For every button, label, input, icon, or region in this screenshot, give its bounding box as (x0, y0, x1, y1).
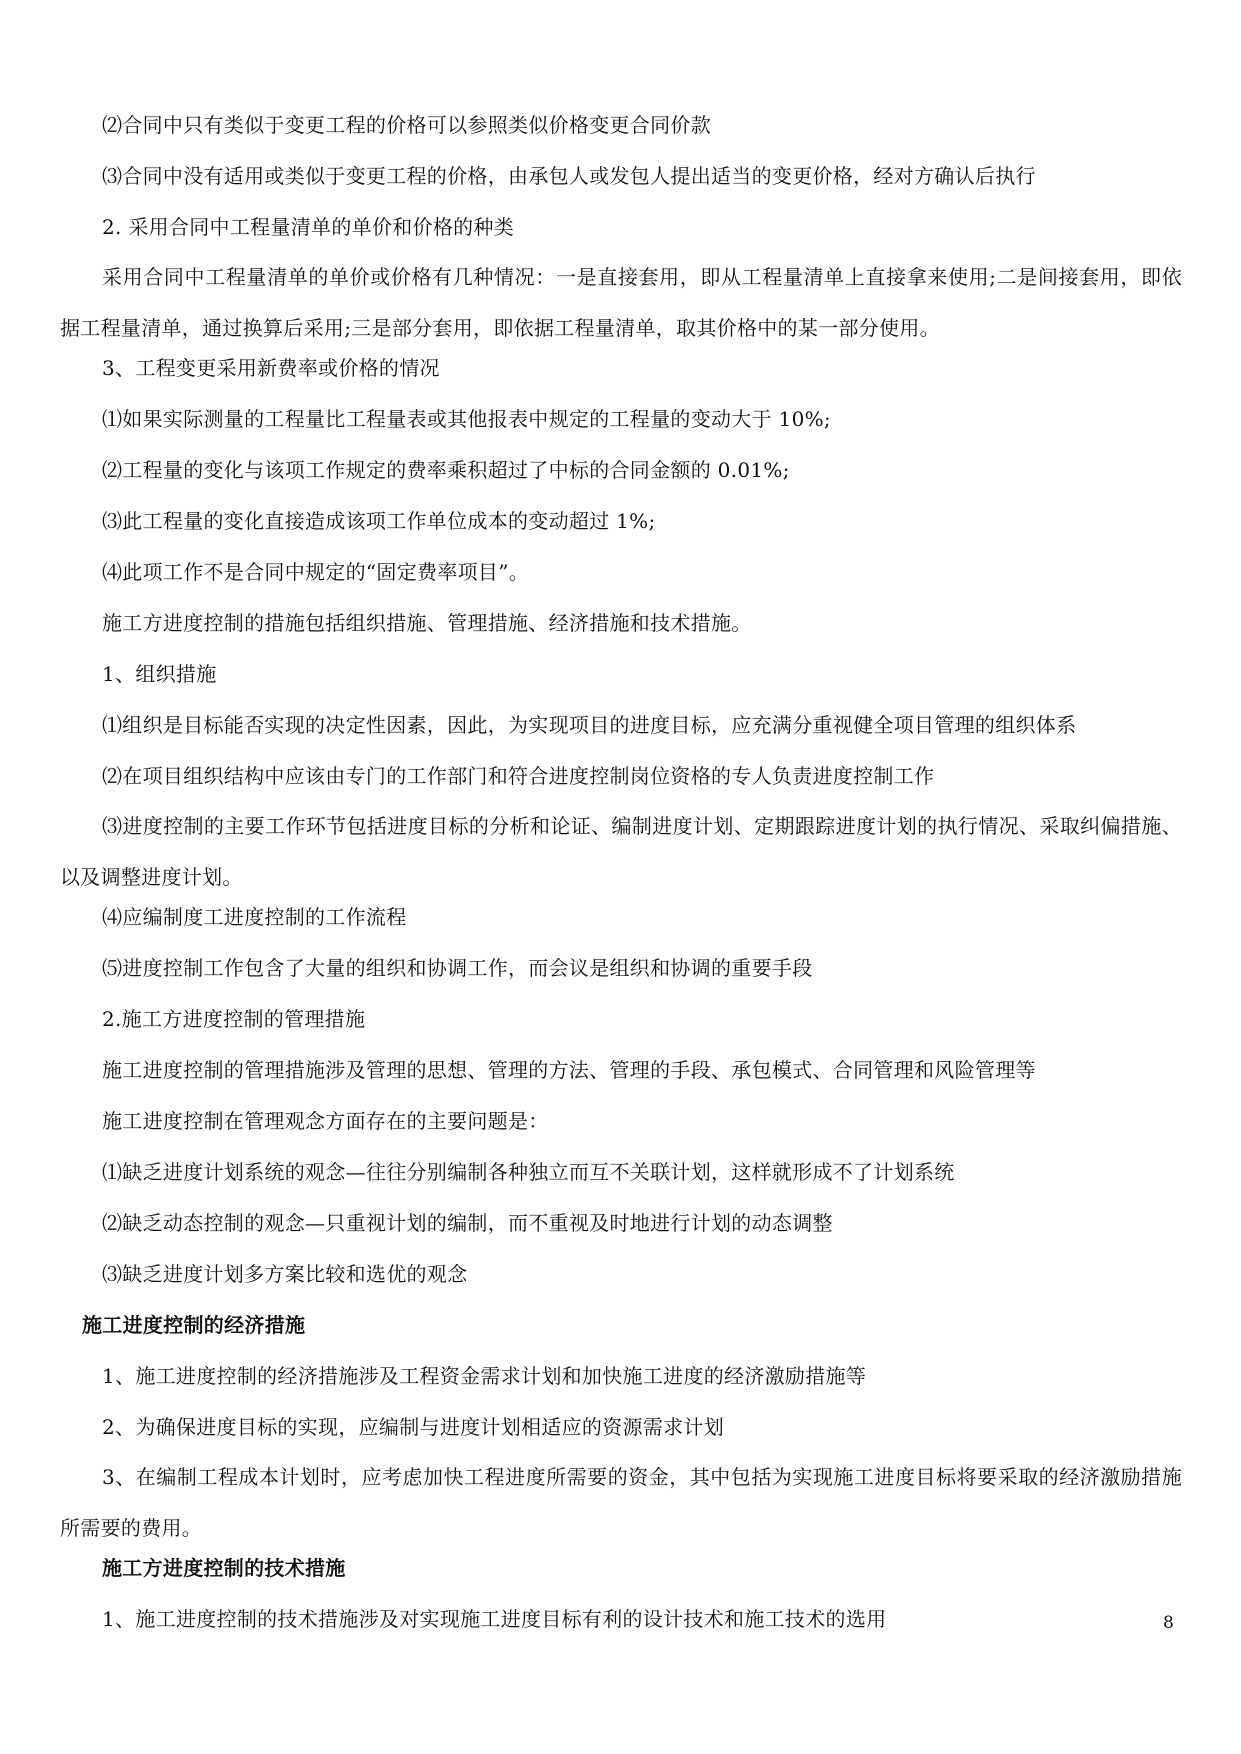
paragraph: 2. 采用合同中工程量清单的单价和价格的种类 (102, 215, 515, 239)
list-item: ⑷此项工作不是合同中规定的“固定费率项目”。 (102, 560, 530, 584)
paragraph: 施工方进度控制的措施包括组织措施、管理措施、经济措施和技术措施。 (102, 611, 752, 635)
list-item: ⑸进度控制工作包含了大量的组织和协调工作，而会议是组织和协调的重要手段 (102, 956, 813, 980)
paragraph: 采用合同中工程量清单的单价或价格有几种情况：一是直接套用，即从工程量清单上直接拿来使用;二是间接套用，即依据工程量清单，通过换算后采用;三是部分套用，即依据工程量清单，取其价格中的某一部分使用。 (60, 265, 1182, 340)
section-heading: 施工方进度控制的技术措施 (102, 1556, 346, 1580)
list-item: ⑴如果实际测量的工程量比工程量表或其他报表中规定的工程量的变动大于 10%; (102, 407, 831, 431)
list-item: 1、施工进度控制的技术措施涉及对实现施工进度目标有利的设计技术和施工技术的选用 (102, 1607, 887, 1631)
page-number: 8 (1163, 1613, 1174, 1633)
section-heading: 2.施工方进度控制的管理措施 (102, 1007, 366, 1031)
paragraph: 3、工程变更采用新费率或价格的情况 (102, 356, 440, 380)
paragraph: ⑶合同中没有适用或类似于变更工程的价格，由承包人或发包人提出适当的变更价格，经对方确认后执行 (102, 164, 1036, 188)
paragraph: 施工进度控制在管理观念方面存在的主要问题是： (102, 1109, 549, 1133)
paragraph: ⑵合同中只有类似于变更工程的价格可以参照类似价格变更合同价款 (102, 113, 711, 137)
list-item: ⑶此工程量的变化直接造成该项工作单位成本的变动超过 1%; (102, 509, 656, 533)
list-item: 3、在编制工程成本计划时，应考虑加快工程进度所需要的资金，其中包括为实现施工进度目标将要采取的经济激励措施所需要的费用。 (60, 1465, 1182, 1540)
list-item: ⑵缺乏动态控制的观念—只重视计划的编制，而不重视及时地进行计划的动态调整 (102, 1211, 833, 1235)
list-item: ⑵在项目组织结构中应该由专门的工作部门和符合进度控制岗位资格的专人负责进度控制工作 (102, 764, 935, 788)
list-item: ⑷应编制度工进度控制的工作流程 (102, 905, 407, 929)
section-heading: 施工进度控制的经济措施 (82, 1313, 306, 1337)
list-item: ⑴组织是目标能否实现的决定性因素，因此，为实现项目的进度目标，应充满分重视健全项目管理的组织体系 (102, 713, 1077, 737)
list-item: ⑶缺乏进度计划多方案比较和选优的观念 (102, 1262, 468, 1286)
section-heading: 1、组织措施 (102, 662, 217, 686)
list-item: ⑵工程量的变化与该项工作规定的费率乘积超过了中标的合同金额的 0.01%; (102, 458, 790, 482)
list-item: 1、施工进度控制的经济措施涉及工程资金需求计划和加快施工进度的经济激励措施等 (102, 1364, 867, 1388)
list-item: ⑴缺乏进度计划系统的观念—往往分别编制各种独立而互不关联计划，这样就形成不了计划系统 (102, 1160, 955, 1184)
list-item: 2、为确保进度目标的实现，应编制与进度计划相适应的资源需求计划 (102, 1415, 725, 1439)
list-item: ⑶进度控制的主要工作环节包括进度目标的分析和论证、编制进度计划、定期跟踪进度计划的执行情况、采取纠偏措施、以及调整进度计划。 (60, 814, 1182, 889)
paragraph: 施工进度控制的管理措施涉及管理的思想、管理的方法、管理的手段、承包模式、合同管理和风险管理等 (102, 1058, 1036, 1082)
